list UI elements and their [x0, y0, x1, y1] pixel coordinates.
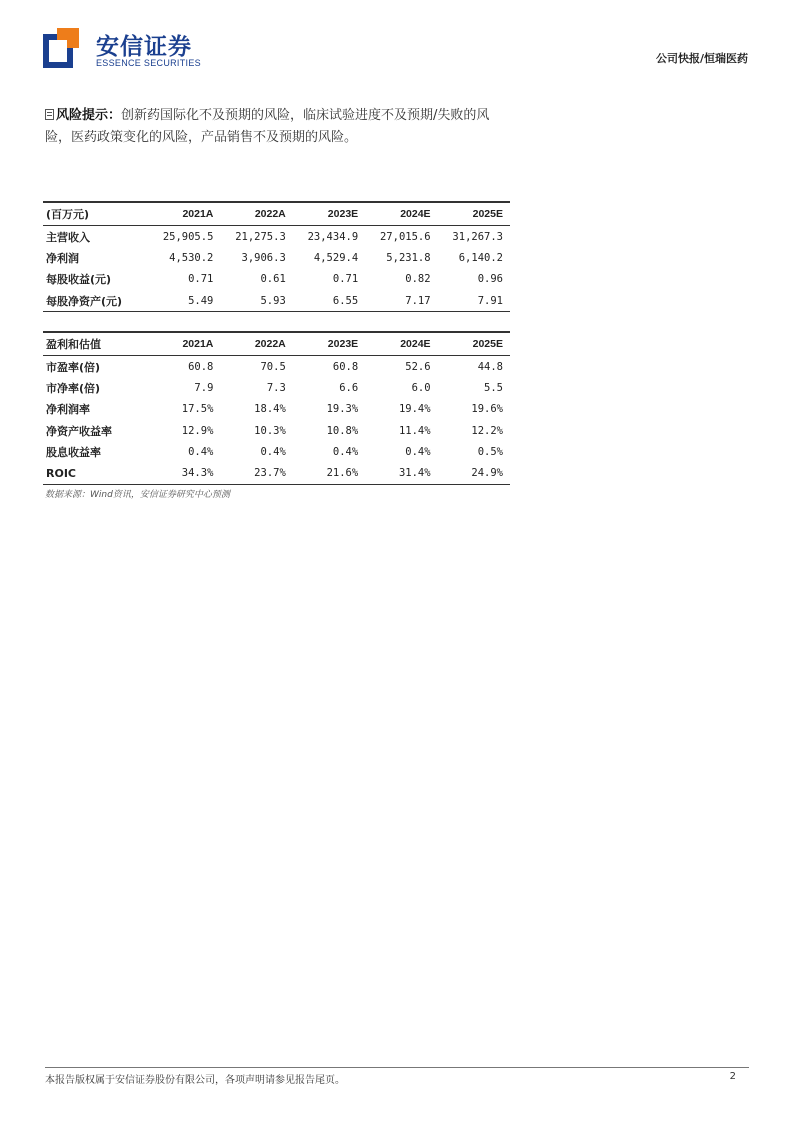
table-cell: 0.96	[477, 273, 503, 286]
valuation-table	[43, 331, 510, 485]
table-cell: 10.8%	[326, 424, 359, 437]
header-cell: 2024E	[365, 202, 437, 226]
document-icon	[45, 109, 54, 120]
row-label: 每股收益(元)	[46, 273, 112, 287]
risk-label: 风险提示：	[56, 108, 122, 123]
table-cell: 4,530.2	[169, 251, 214, 264]
table-cell: 12.9%	[181, 424, 214, 437]
table-cell: 4,529.4	[313, 251, 359, 264]
table-cell: 5,231.8	[386, 251, 431, 264]
table-cell: 0.4%	[260, 445, 286, 458]
row-label: 净资产收益率	[46, 424, 112, 438]
row-label: 市盈率(倍)	[46, 360, 101, 374]
table-row	[43, 399, 510, 420]
table-cell: 10.3%	[254, 424, 286, 437]
table-cell: 18.4%	[254, 403, 286, 416]
table-cell: 19.4%	[398, 403, 431, 416]
table-row	[43, 290, 510, 312]
risk-text: 创新药国际化不及预期的风险，临床试验进度不及预期/失败的风险，医药政策变化的风险，产品销售不及预期的风险。	[45, 108, 490, 145]
header-cell: 2021A	[148, 332, 220, 356]
header-cell: 2021A	[148, 202, 220, 226]
copyright-notice: 本报告版权属于安信证券股份有限公司，各项声明请参见报告尾页。	[45, 1075, 345, 1086]
table-cell: 60.8	[188, 360, 214, 373]
table-cell: 0.82	[405, 273, 431, 286]
table-cell: 70.5	[260, 360, 286, 373]
table-cell: 0.5%	[477, 445, 503, 458]
table-row	[43, 377, 510, 398]
table-row	[43, 420, 510, 441]
table-cell: 6.6	[339, 381, 359, 394]
table-cell: 0.4%	[188, 445, 214, 458]
table-cell: 0.71	[188, 273, 214, 286]
risk-warning	[45, 105, 500, 148]
row-label: 主营收入	[46, 230, 90, 244]
table-row	[43, 247, 510, 268]
row-label: 每股净资产(元)	[43, 290, 148, 312]
table-row	[43, 269, 510, 290]
table-cell: 27,015.6	[379, 230, 431, 243]
table-cell: 5.93	[220, 290, 292, 312]
table-row	[43, 441, 510, 462]
table-cell: 6,140.2	[458, 251, 503, 264]
table-cell: 31,267.3	[452, 230, 503, 243]
table-cell: 24.9%	[438, 462, 510, 484]
table-cell: 5.49	[148, 290, 220, 312]
brand-name-en: ESSENCE SECURITIES	[96, 58, 201, 68]
brand-name-cn: 安信证券	[96, 34, 192, 60]
header-cell: 2025E	[438, 332, 510, 356]
table-cell: 0.71	[332, 273, 359, 286]
header-cell: 2023E	[293, 202, 365, 226]
header-cell: 2022A	[220, 332, 292, 356]
table-cell: 21,275.3	[235, 230, 286, 243]
table-cell: 7.3	[266, 381, 286, 394]
table-cell: 52.6	[405, 360, 431, 373]
table-cell: 31.4%	[365, 462, 437, 484]
header-cell: 2023E	[293, 332, 365, 356]
table-cell: 6.55	[293, 290, 365, 312]
table-cell: 23.7%	[220, 462, 292, 484]
table-cell: 12.2%	[471, 424, 503, 437]
table-cell: 0.61	[260, 273, 286, 286]
table-cell: 7.91	[438, 290, 510, 312]
table-cell: 5.5	[484, 381, 503, 394]
header-cell: 盈利和估值	[43, 332, 148, 356]
row-label: 净利润率	[46, 403, 90, 417]
table-cell: 23,434.9	[307, 230, 359, 243]
report-type: 公司快报/恒瑞医药	[655, 52, 748, 65]
table-cell: 11.4%	[398, 424, 431, 437]
header-cell: 2025E	[438, 202, 510, 226]
table-cell: 17.5%	[181, 403, 214, 416]
table-row	[43, 356, 510, 378]
table-cell: 21.6%	[293, 462, 365, 484]
financials-table	[43, 201, 510, 312]
header-cell: 2022A	[220, 202, 292, 226]
table-cell: 19.6%	[471, 403, 503, 416]
table-header-row	[43, 332, 510, 356]
row-label: 市净率(倍)	[46, 381, 101, 395]
page-number: 2	[729, 1071, 736, 1082]
table-cell: 0.4%	[332, 445, 359, 458]
table-cell: 25,905.5	[162, 230, 214, 243]
table-cell: 44.8	[477, 360, 503, 373]
footer-divider	[45, 1067, 749, 1068]
header-cell: 2024E	[365, 332, 437, 356]
header-cell: (百万元)	[43, 202, 148, 226]
table-cell: 7.9	[194, 381, 214, 394]
table-row	[43, 226, 510, 248]
table-cell: 19.3%	[326, 403, 359, 416]
table-cell: 7.17	[365, 290, 437, 312]
table-cell: 60.8	[332, 360, 359, 373]
table-cell: 34.3%	[148, 462, 220, 484]
row-label: ROIC	[43, 462, 148, 484]
table-row	[43, 462, 510, 484]
row-label: 净利润	[46, 251, 79, 265]
essence-logo-icon	[43, 28, 79, 68]
table-cell: 3,906.3	[241, 251, 286, 264]
row-label: 股息收益率	[46, 445, 101, 459]
data-source-note: 数据来源：Wind资讯，安信证券研究中心预测	[45, 490, 230, 500]
table-cell: 6.0	[411, 381, 431, 394]
table-header-row	[43, 202, 510, 226]
table-cell: 0.4%	[405, 445, 431, 458]
